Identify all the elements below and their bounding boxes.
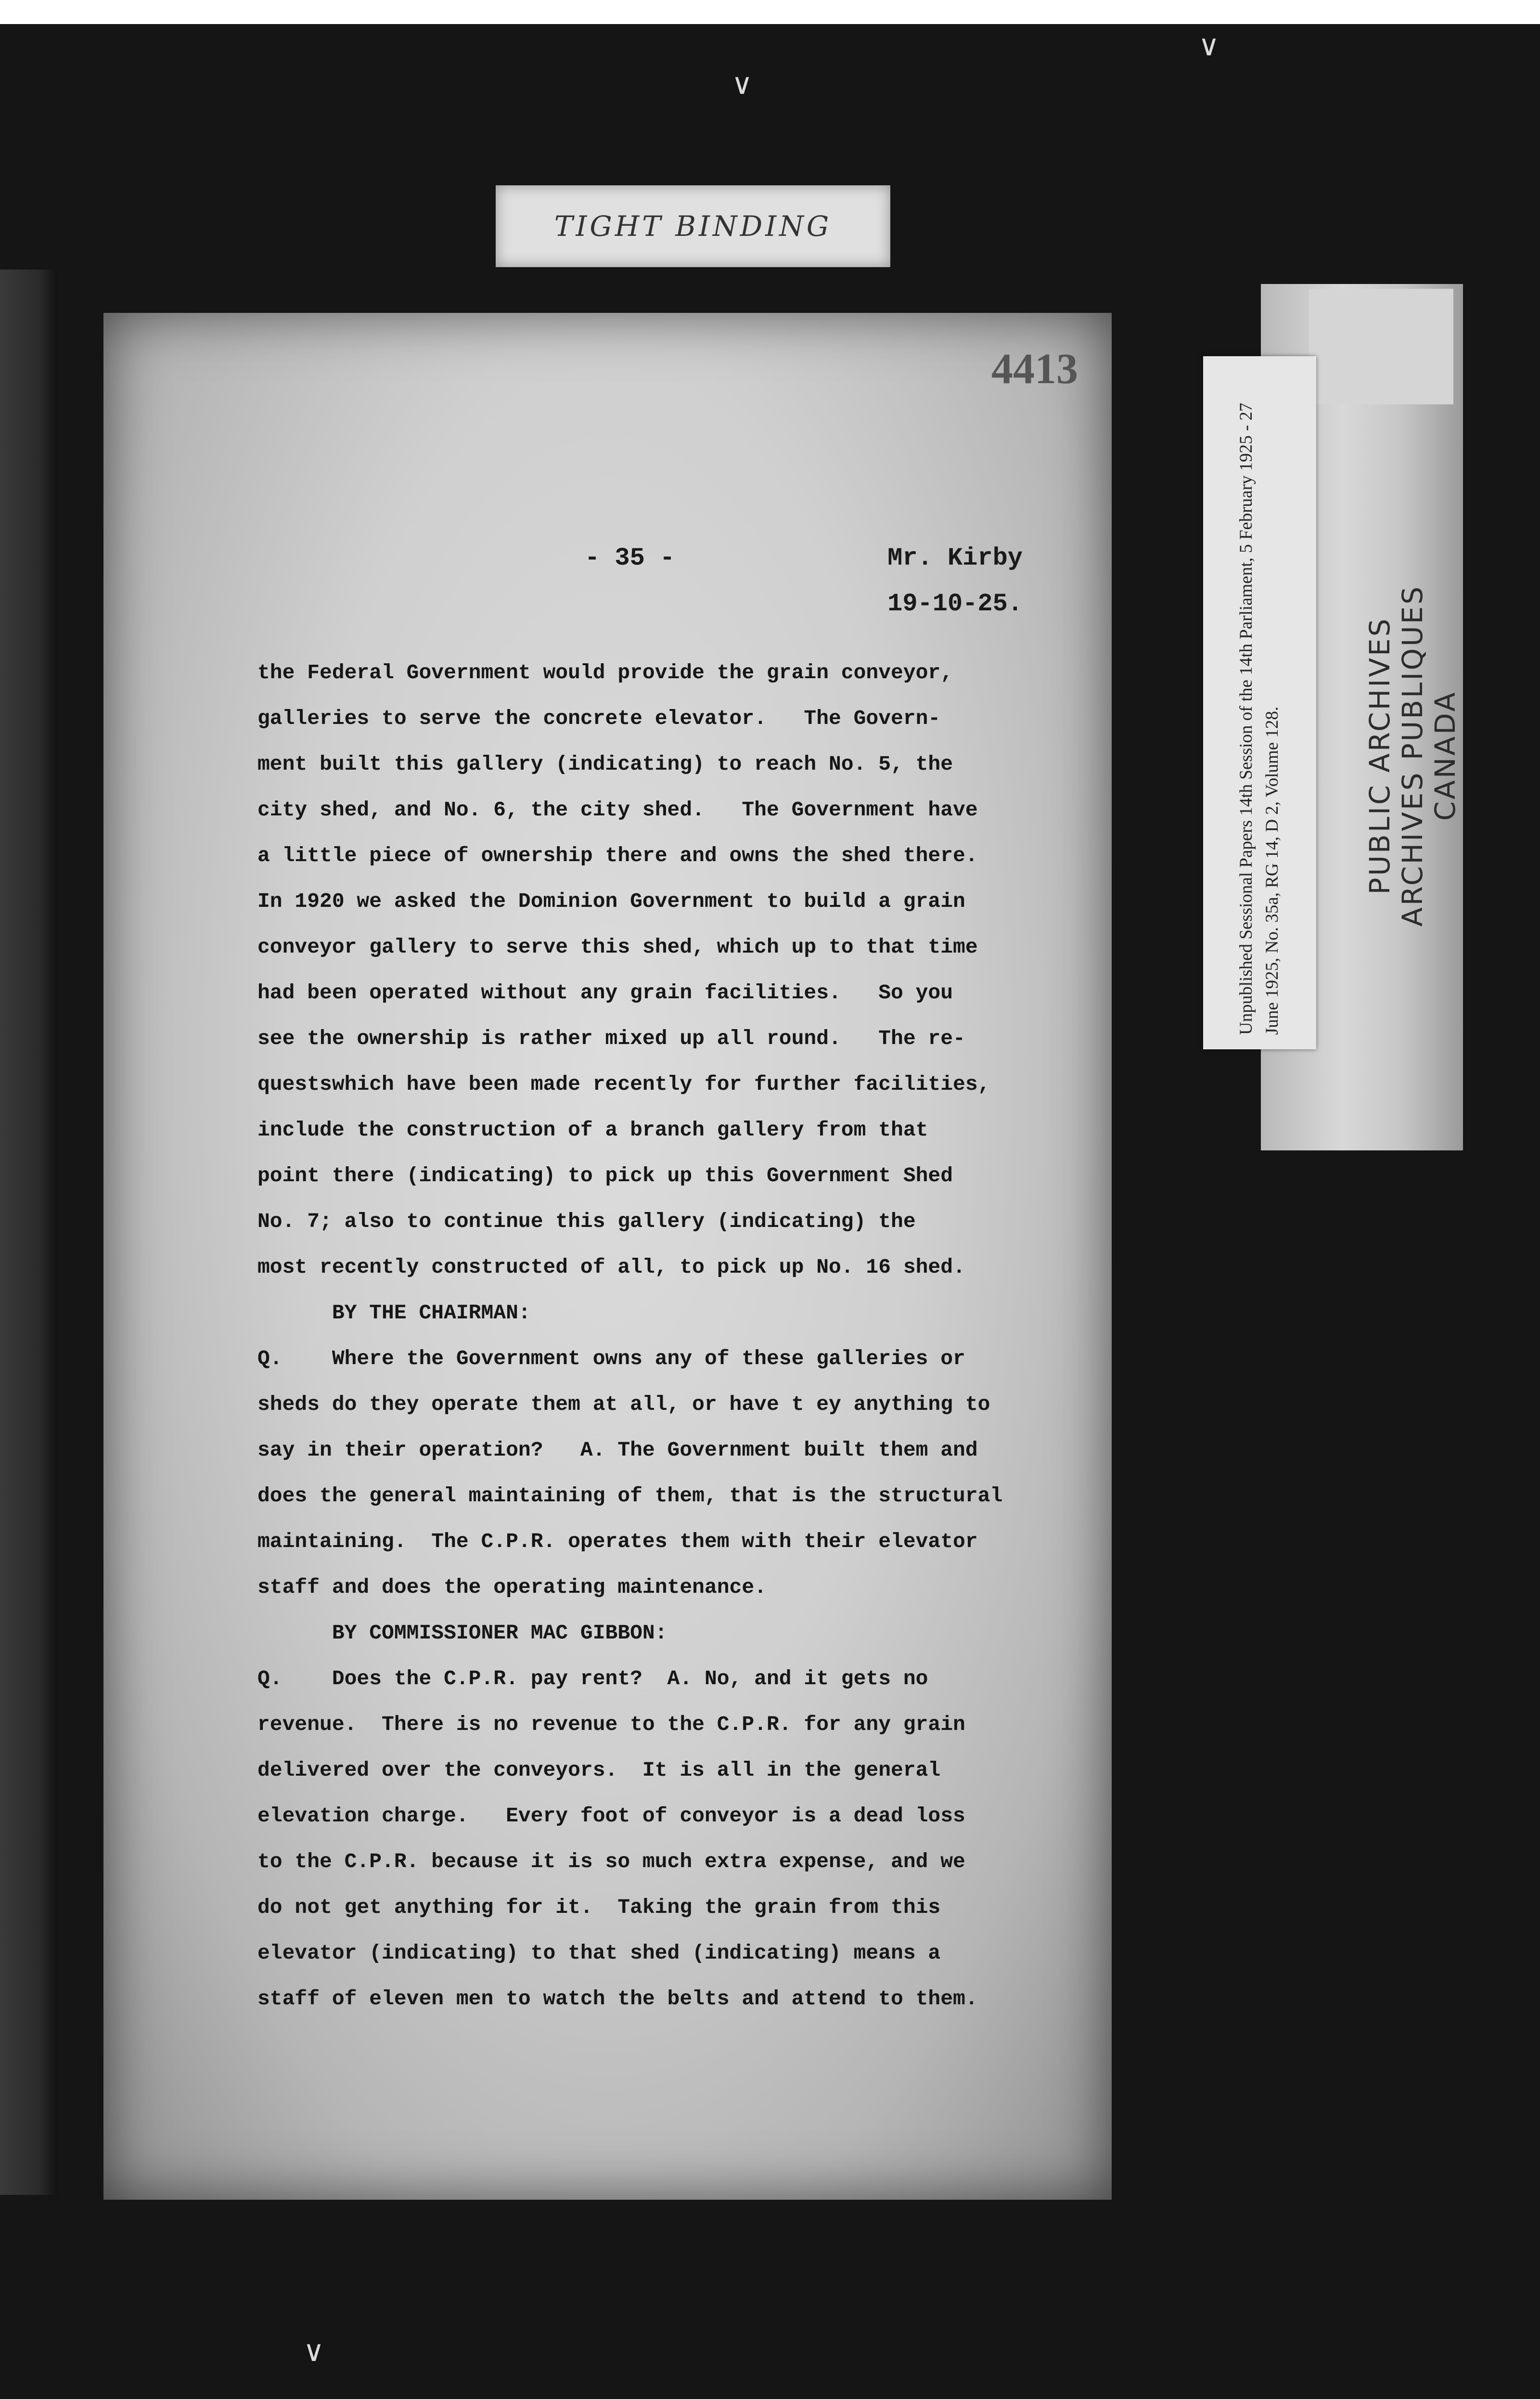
stamp-text bbox=[1363, 539, 1462, 972]
film-mark: ∨ bbox=[303, 2335, 324, 2368]
transcript-line: point there (indicating) to pick up this Government Shed bbox=[257, 1164, 953, 1187]
transcript-line: staff and does the operating maintenance. bbox=[257, 1575, 767, 1599]
transcript-line: elevator (indicating) to that shed (indicating) means a bbox=[257, 1941, 941, 1965]
tight-binding-label: TIGHT BINDING bbox=[496, 185, 890, 267]
stamp-line: PUBLIC ARCHIVES bbox=[1363, 617, 1396, 895]
speaker-heading: BY COMMISSIONER MAC GIBBON: bbox=[257, 1621, 667, 1645]
transcript-line: a little piece of ownership there and owns the shed there. bbox=[257, 844, 978, 867]
page-marker: - 35 - bbox=[585, 544, 675, 572]
transcript-line: Q. Does the C.P.R. pay rent? A. No, and it gets no bbox=[257, 1667, 928, 1690]
transcript-line: does the general maintaining of them, that is the structural bbox=[257, 1484, 1003, 1508]
transcript-line: had been operated without any grain facilities. So you bbox=[257, 981, 953, 1005]
transcript-line: city shed, and No. 6, the city shed. The Government have bbox=[257, 798, 978, 822]
transcript-line: maintaining. The C.P.R. operates them with their elevator bbox=[257, 1530, 978, 1553]
transcript-line: conveyor gallery to serve this shed, which up to that time bbox=[257, 935, 978, 959]
transcript-line: ment built this gallery (indicating) to reach No. 5, the bbox=[257, 752, 953, 776]
transcript-line: galleries to serve the concrete elevator. The Govern- bbox=[257, 707, 941, 730]
film-mark: ∨ bbox=[1198, 29, 1219, 63]
transcript-line: say in their operation? A. The Government built them and bbox=[257, 1438, 978, 1462]
hearing-date: 19-10-25. bbox=[887, 590, 1023, 618]
page-header bbox=[103, 544, 1112, 640]
transcript-line: delivered over the conveyors. It is all in the general bbox=[257, 1758, 941, 1782]
transcript-line: revenue. There is no revenue to the C.P.R. for any grain bbox=[257, 1713, 965, 1736]
transcript-line: see the ownership is rather mixed up all round. The re- bbox=[257, 1027, 965, 1050]
transcript-line: Q. Where the Government owns any of these galleries or bbox=[257, 1347, 965, 1370]
stamp-line: ARCHIVES PUBLIQUES bbox=[1396, 584, 1429, 927]
stamp-line: CANADA bbox=[1429, 690, 1462, 821]
transcript-line: most recently constructed of all, to pick up No. 16 shed. bbox=[257, 1255, 965, 1279]
transcript-line: In 1920 we asked the Dominion Government to build a grain bbox=[257, 890, 965, 913]
public-archives-stamp bbox=[1357, 529, 1468, 963]
page-number: 4413 bbox=[991, 345, 1078, 393]
transcript-line: No. 7; also to continue this gallery (indicating) the bbox=[257, 1210, 916, 1233]
transcript-line: the Federal Government would provide the grain conveyor, bbox=[257, 661, 953, 684]
left-page-edge bbox=[0, 270, 58, 2195]
archive-reference-label bbox=[1203, 356, 1316, 1049]
transcript-line: do not get anything for it. Taking the grain from this bbox=[257, 1896, 941, 1919]
transcript-body bbox=[257, 650, 1085, 2022]
witness-name: Mr. Kirby bbox=[887, 544, 1023, 572]
transcript-line: to the C.P.R. because it is so much extra expense, and we bbox=[257, 1850, 965, 1873]
transcript-line: questswhich have been made recently for further facilities, bbox=[257, 1072, 990, 1096]
document-page bbox=[103, 313, 1112, 2200]
film-mark: ∨ bbox=[732, 67, 753, 101]
transcript-line: include the construction of a branch gallery from that bbox=[257, 1118, 928, 1142]
archive-box-tab bbox=[1309, 289, 1453, 404]
transcript-line: elevation charge. Every foot of conveyor is a dead loss bbox=[257, 1804, 965, 1828]
speaker-heading: BY THE CHAIRMAN: bbox=[257, 1301, 531, 1325]
archive-reference-text: Unpublished Sessional Papers 14th Session of the 14th Parliament, 5 February 1925 - 27 June 1925, No. 35a, RG 14, D 2, Volume 128. bbox=[1236, 402, 1282, 1035]
transcript-line: staff of eleven men to watch the belts and attend to them. bbox=[257, 1987, 978, 2011]
transcript-line: sheds do they operate them at all, or have t ey anything to bbox=[257, 1393, 990, 1416]
